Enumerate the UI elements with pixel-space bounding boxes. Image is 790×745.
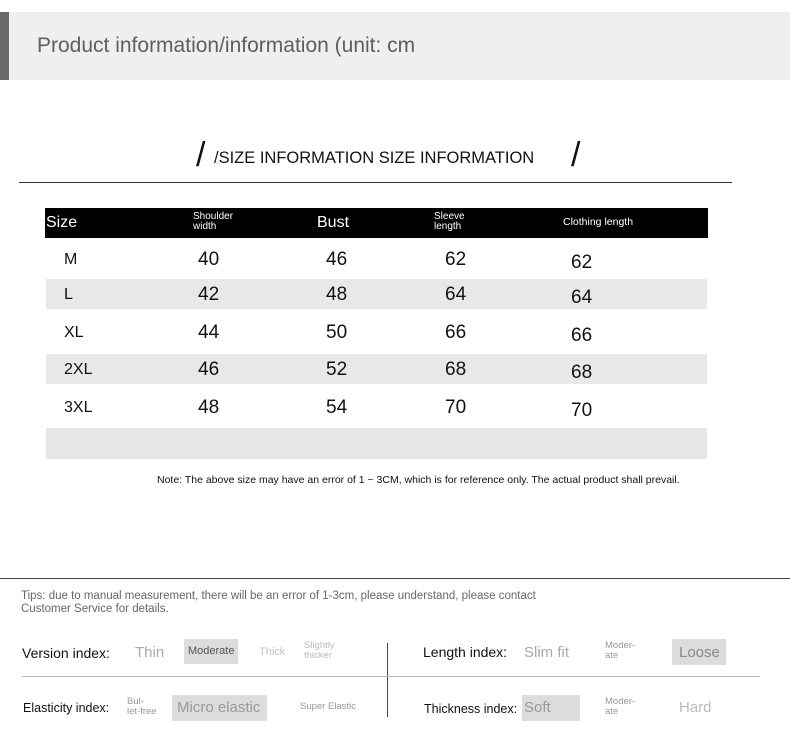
- cell-sleeve: 70: [445, 397, 467, 418]
- elasticity-option-free-line2: let-free: [127, 706, 157, 717]
- page-title: Product information/information (unit: cm: [37, 34, 416, 57]
- cell-bust: 46: [326, 249, 348, 270]
- column-header-size: Size: [46, 214, 78, 231]
- cell-shoulder: 46: [198, 359, 220, 380]
- version-option-slightly-line2: thicker: [304, 650, 332, 661]
- table-row: [46, 392, 707, 422]
- cell-length: 68: [571, 362, 593, 383]
- column-header-shoulder: [193, 212, 233, 232]
- cell-shoulder: 40: [198, 249, 220, 270]
- heading-divider: [19, 182, 732, 183]
- version-option-moderate: Moderate: [184, 639, 238, 664]
- cell-length: 66: [571, 325, 593, 346]
- cell-sleeve: 68: [445, 359, 467, 380]
- cell-bust: 48: [326, 284, 348, 305]
- cell-bust: 54: [326, 397, 348, 418]
- column-header-sleeve-line2: length: [434, 221, 462, 232]
- version-option-slightly-thicker: [304, 641, 335, 661]
- cell-size: L: [64, 286, 73, 303]
- length-option-slim-fit: Slim fit: [524, 644, 569, 661]
- thickness-option-soft: Soft: [522, 695, 580, 721]
- length-option-moderate-line1: Moder-: [605, 640, 636, 651]
- version-option-thick: Thick: [259, 646, 286, 658]
- cell-length: 70: [571, 400, 593, 421]
- heading-slash-right: /: [571, 136, 581, 174]
- elasticity-option-micro-elastic: Micro elastic: [172, 695, 267, 721]
- cell-shoulder: 42: [198, 284, 220, 305]
- column-header-shoulder-line1: Shoulder: [193, 211, 234, 222]
- version-option-slightly-line1: Slightly: [304, 640, 335, 651]
- table-row: [46, 317, 707, 347]
- thickness-option-moderate-line2: ate: [605, 706, 619, 717]
- cell-shoulder: 44: [198, 322, 220, 343]
- elasticity-index-label: Elasticity index:: [23, 701, 110, 715]
- table-row: [46, 244, 707, 274]
- thickness-option-moderate: [605, 697, 635, 717]
- cell-length: 62: [571, 252, 593, 273]
- heading-slash-left: /: [196, 136, 206, 174]
- banner-accent-bar: [0, 12, 9, 80]
- cell-shoulder: 48: [198, 397, 220, 418]
- column-header-sleeve: [434, 212, 465, 232]
- length-option-moderate: [605, 641, 635, 661]
- cell-bust: 50: [326, 322, 348, 343]
- index-row-divider: [22, 676, 760, 677]
- table-row: [46, 354, 707, 384]
- version-index-label: Version index:: [22, 645, 110, 661]
- tips-line-2: Customer Service for details.: [21, 603, 169, 615]
- cell-sleeve: 66: [445, 322, 467, 343]
- column-header-shoulder-line2: width: [193, 221, 217, 232]
- length-option-moderate-line2: ate: [605, 650, 619, 661]
- header-banner: [0, 12, 790, 80]
- cell-sleeve: 64: [445, 284, 467, 305]
- cell-bust: 52: [326, 359, 348, 380]
- column-header-bust: Bust: [317, 214, 350, 231]
- table-empty-row: [46, 428, 707, 459]
- cell-length: 64: [571, 287, 593, 308]
- section-divider: [0, 578, 790, 579]
- column-header-sleeve-line1: Sleeve: [434, 211, 465, 222]
- tips-text: [21, 590, 581, 616]
- cell-size: XL: [64, 324, 84, 341]
- thickness-option-hard: Hard: [679, 699, 712, 716]
- size-table-header: [45, 208, 708, 238]
- length-option-loose: Loose: [672, 639, 726, 665]
- size-note: Note: The above size may have an error of 1 ~ 3CM, which is for reference only. The actual product shall prevail.: [157, 474, 680, 486]
- thickness-index-label: Thickness index:: [424, 702, 518, 716]
- cell-size: M: [64, 251, 78, 268]
- length-index-label: Length index:: [423, 644, 508, 660]
- elasticity-option-super-elastic: Super Elastic: [300, 701, 356, 712]
- version-option-thin: Thin: [135, 644, 165, 661]
- elasticity-option-bullet-free: [127, 697, 157, 717]
- cell-size: 3XL: [64, 399, 93, 416]
- section-heading: /SIZE INFORMATION SIZE INFORMATION: [214, 149, 535, 167]
- index-column-divider: [387, 643, 388, 717]
- column-header-clothing-length: Clothing length: [563, 216, 634, 228]
- cell-sleeve: 62: [445, 249, 467, 270]
- thickness-option-moderate-line1: Moder-: [605, 696, 636, 707]
- cell-size: 2XL: [64, 361, 93, 378]
- tips-line-1: Tips: due to manual measurement, there will be an error of 1-3cm, please understand, please contact: [21, 590, 536, 602]
- table-row: [46, 279, 707, 309]
- elasticity-option-free-line1: Bul-: [127, 696, 144, 707]
